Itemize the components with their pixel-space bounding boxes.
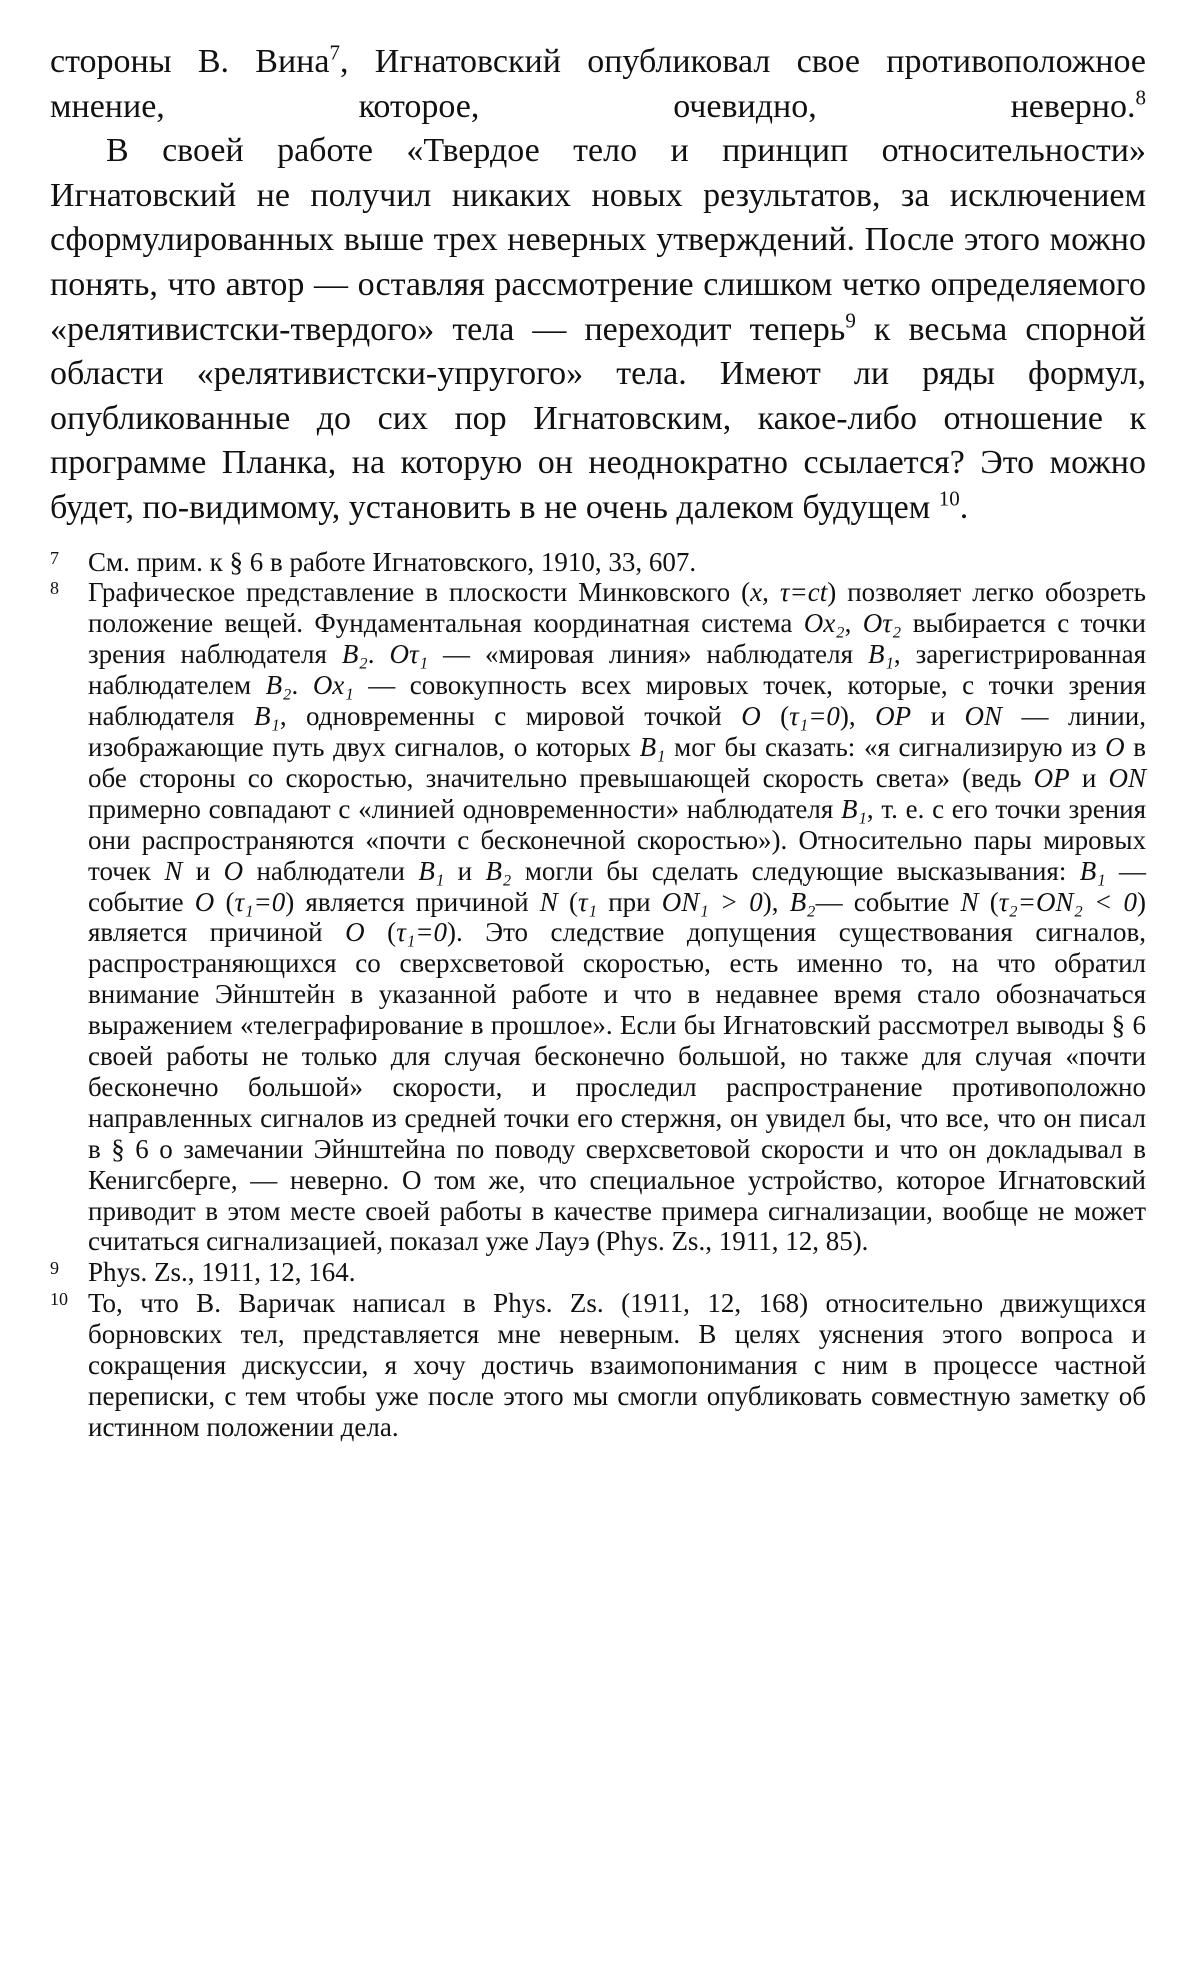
paragraph-2-text-a: В своей работе «Твердое тело и принцип относительности» Игнатовский не получил никаких новых результатов, за исключением сформулированных выше трех неверных утверждений. После этого можно понять, что автор — оставляя рассмотрение слишком четко определяемого «релятивистски-твердого» тела — переходит теперь [50, 132, 1146, 348]
fn8-text-13: и [911, 701, 965, 732]
fn8-text-28: при [597, 886, 662, 917]
footnote-mark-9: 9 [50, 1258, 59, 1279]
fn8-text-12: ), [839, 701, 876, 732]
fn8-text-16: в обе стороны со скоростью, значительно превышающей скорость света» (ведь [88, 731, 1147, 793]
fn8-text-01: Графическое представление в плоскости Минковского ( [88, 577, 751, 608]
fn8-text-20: и [182, 855, 224, 886]
footnote-mark-7: 7 [50, 547, 59, 568]
fn8-text-09: — совокупность всех мировых точек, которые, с точки зрения наблюдателя [88, 670, 1146, 732]
fn8-math-ot2: Oτ₂ [862, 608, 902, 639]
fn8-text-26: ) является причиной [285, 886, 540, 917]
page [50, 40, 1146, 1443]
footnote-8 [50, 577, 1146, 1257]
fn8-math-b2-d: B₂ [789, 886, 816, 917]
fn8-text-03: , [844, 608, 863, 639]
fn8-text-25: ( [214, 886, 235, 917]
fn8-math-t1-0-b: τ₁=0 [234, 886, 286, 917]
fn8-math-o-d: O [194, 886, 215, 917]
footnote-10 [50, 1288, 1146, 1443]
footnote-ref-8[interactable]: 8 [1135, 85, 1146, 110]
fn8-text-04: выбирается с точки зрения наблюдателя [88, 608, 1147, 670]
fn8-math-t1-0-c: τ₁=0 [396, 917, 447, 948]
paragraph-2-text-b: к весьма спорной области «релятивистски-упругого» тела. Имеют ли ряды формул, опубликованные до сих пор Игнатовским, какое-либо отношение к программе Планка, на которую он неоднократно ссылается? Это можно будет, по-видимому, установить в не очень далеком будущем [50, 310, 1146, 526]
paragraph-2 [50, 129, 1146, 530]
fn8-math-b1-f: B₁ [1079, 855, 1106, 886]
fn8-math-b2: B₂ [341, 639, 368, 670]
fn8-math-op: OP [875, 701, 912, 732]
fn8-text-05: . [367, 639, 390, 670]
paragraph-1 [50, 40, 1146, 129]
fn8-text-34: ). Это следствие допущения существования сигналов, распространяющихся со сверхсветовой скоростью, есть именно то, на что обратил внимание Эйнштейн в указанной работе и что в недавнее время стало обозначаться выражением «телеграфирование в прошлое». Если бы Игнатовский рассмотрел выводы § 6 своей работы не только для случая бесконечно большой, но также для случая «почти бесконечно большой» скорости, и проследил распространение противоположно направленных сигналов из средней точки его стержня, он увидел бы, что все, что он писал в § 6 о замечании Эйнштейна по поводу сверхсветовой скорости и что он докладывал в Кенигсберге, — неверно. О том же, что специальное устройство, которое Игнатовский приводит в этом месте своей работы в качестве примера сигнализации, вообще не может считаться сигнализацией, показал уже Лауэ (Phys. Zs., 1911, 12, 85). [88, 917, 1147, 1257]
footnote-10-text: То, что В. Варичак написал в Phys. Zs. (1911, 12, 168) относительно движущихся борновских тел, представляется мне неверным. В целях уяснения этого вопроса и сокращения дискуссии, я хочу достичь взаимопонимания с ним в процессе частной переписки, с тем чтобы уже после этого мы смогли опубликовать совместную заметку об истинном положении дела. [88, 1288, 1146, 1442]
fn8-text-27: ( [557, 886, 578, 917]
fn8-math-coords: x, τ=ct [750, 577, 828, 608]
fn8-text-06: — «мировая линия» наблюдателя [428, 639, 868, 670]
fn8-text-32: ) является причиной [88, 886, 1146, 948]
fn8-math-t1-0: τ₁=0 [789, 701, 840, 732]
fn8-math-op-b: OP [1033, 762, 1070, 793]
footnote-9-text: Phys. Zs., 1911, 12, 164. [88, 1257, 356, 1288]
footnote-mark-10: 10 [50, 1289, 68, 1310]
fn8-text-33: ( [364, 917, 397, 948]
fn8-text-07: , зарегистрированная наблюдателем [88, 639, 1147, 701]
footnote-ref-9[interactable]: 9 [845, 308, 856, 333]
footnote-7 [50, 547, 1146, 578]
footnote-7-text: См. прим. к § 6 в работе Игнатовского, 1910, 33, 607. [88, 546, 697, 577]
paragraph-2-end: . [959, 488, 969, 526]
fn8-text-14: — линии, изображающие путь двух сигналов, о которых [88, 701, 1146, 762]
fn8-math-o-b: O [1105, 731, 1125, 762]
fn8-text-02: ) позволяет легко обозреть положение вещей. Фундаментальная координатная система [88, 577, 1146, 639]
fn8-math-n: N [164, 855, 183, 886]
fn8-math-o-e: O [345, 917, 365, 948]
fn8-math-b1-e: B₁ [418, 855, 445, 886]
fn8-math-b2-b: B₂ [265, 670, 292, 701]
fn8-text-08: . [291, 670, 313, 701]
fn8-text-21: наблюдатели [243, 855, 419, 886]
fn8-math-b1-c: B₁ [639, 731, 666, 762]
fn8-text-31: ( [978, 886, 999, 917]
main-text [50, 40, 1146, 531]
footnote-9 [50, 1257, 1146, 1288]
fn8-math-on: ON [964, 701, 1003, 732]
fn8-math-o: O [741, 701, 761, 732]
fn8-math-ox2: Ox₂ [803, 608, 845, 639]
footnote-mark-8: 8 [50, 578, 59, 599]
fn8-text-30: — событие [815, 886, 961, 917]
fn8-math-on-b: ON [1108, 762, 1146, 793]
fn8-text-23: могли бы сделать следующие высказывания: [511, 855, 1080, 886]
fn8-text-24: — событие [88, 855, 1147, 917]
fn8-text-29: ), [762, 886, 790, 917]
fn8-math-on1: ON₁ > 0 [661, 886, 763, 917]
fn8-text-18: примерно совпадают с «линией одновременности» наблюдателя [88, 793, 842, 824]
fn8-math-t1: τ₁ [577, 886, 598, 917]
fn8-math-o-c: O [223, 855, 244, 886]
fn8-text-15: мог бы сказать: «я сигнализирую из [665, 731, 1106, 762]
fn8-math-ox1: Ox₁ [312, 670, 354, 701]
footnote-ref-7[interactable]: 7 [329, 40, 340, 65]
fn8-text-10: , одновременны с мировой точкой [279, 701, 742, 732]
fn8-math-t2: τ₂=ON₂ < 0 [998, 886, 1137, 917]
fn8-text-11: ( [760, 701, 790, 732]
fn8-text-19: , т. е. с его точки зрения они распространяются «почти с бесконечной скоростью»). Относительно пары мировых точек [88, 793, 1147, 886]
fn8-math-b1: B₁ [868, 639, 894, 670]
fn8-math-b2-c: B₂ [485, 855, 512, 886]
footnotes [50, 547, 1146, 1443]
fn8-math-n-b: N [539, 886, 558, 917]
fn8-math-n-c: N [960, 886, 979, 917]
fn8-text-17: и [1069, 762, 1109, 793]
fn8-math-b1-b: B₁ [253, 701, 280, 732]
fn8-text-22: и [444, 855, 486, 886]
fn8-math-ot1: Oτ₁ [389, 639, 429, 670]
footnote-ref-10[interactable]: 10 [938, 486, 960, 511]
fn8-math-b1-d: B₁ [841, 793, 867, 824]
paragraph-1-text-2: , Игнатовский опубликовал свое противоположное мнение, которое, очевидно, неверно. [50, 43, 1146, 125]
paragraph-1-text: стороны В. Вина [50, 43, 330, 80]
